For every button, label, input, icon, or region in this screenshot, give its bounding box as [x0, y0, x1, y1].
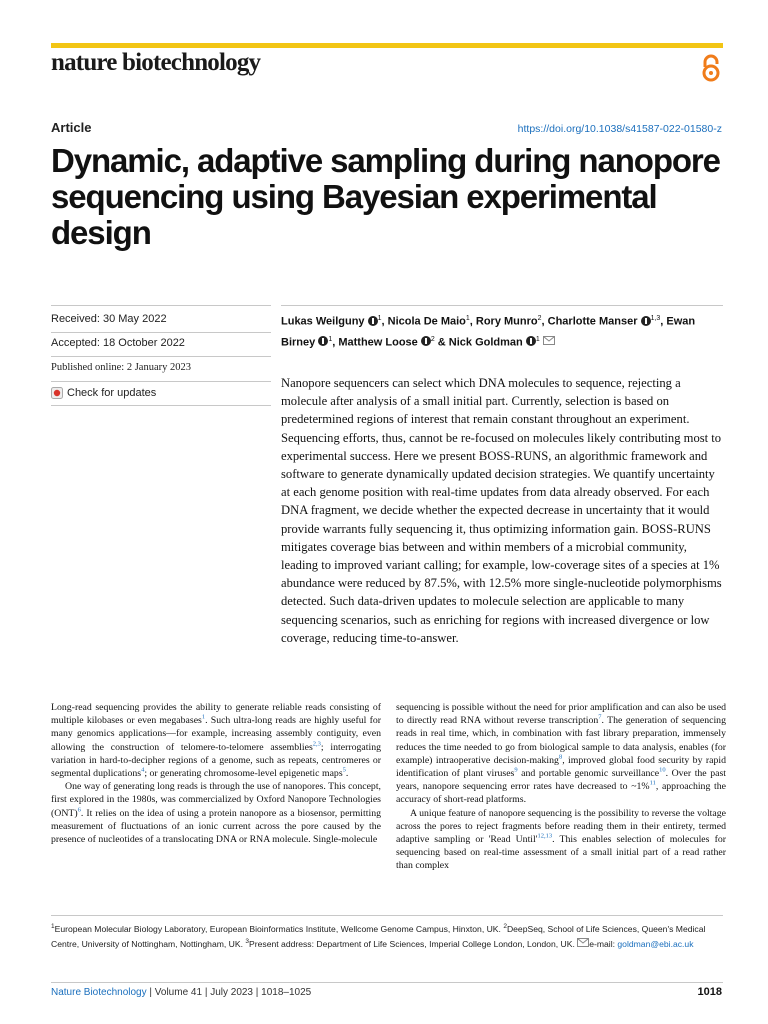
- author-name[interactable]: , Charlotte Manser: [541, 315, 638, 328]
- check-for-updates-label: Check for updates: [67, 387, 157, 399]
- author-list: Lukas Weilguny $^1$, Nicola De Maio$^1$, Rory Munro$^2$, Charlotte Manser $^{1,3}$, Ewan Birney $^1$, Matthew Loose $^2$ & Nick Goldman $^1$: [281, 315, 696, 349]
- body-paragraph: One way of generating long reads is through the use of nanopores. This concept, first explored in the 1980s, was commercialized by Oxford Nanopore Technologies (ONT)$^6$. It relies on the idea of using a protein nanopore as a biosensor, permitting measurement of fluctuations of an ionic current across the pore caused by the presence of nucleotides of a translocating DNA or RNA molecule. Single-molecule: [51, 781, 381, 846]
- body-paragraph: sequencing is possible without the need for prior amplification and can also be used to directly read RNA without reverse transcription$^7$. The generation of sequencing reads in real time, which, in combination with fast library preparation, immensely reduces the time needed to go from biological sample to data analysis, enables (for example) intraoperative decision-making$^8$, improved global food security by rapid identification of plant viruses$^9$ and portable genomic surveillance$^{10}$. Over the past years, nanopore sequencing error rates have decreased to ~1%$^{11}$, approaching the accuracy of short-read platforms.: [396, 702, 726, 806]
- footer-volume-info: | Volume 41 | July 2023 | 1018–1025: [146, 987, 312, 998]
- author-name[interactable]: & Nick Goldman: [434, 336, 523, 349]
- orcid-icon[interactable]: [641, 316, 651, 326]
- divider: [51, 915, 723, 916]
- accepted-date: Accepted: 18 October 2022: [51, 337, 185, 349]
- divider: [51, 405, 271, 406]
- author-name[interactable]: , Rory Munro: [469, 315, 538, 328]
- doi-link[interactable]: https://doi.org/10.1038/s41587-022-01580-z: [517, 123, 722, 135]
- published-date: Published online: 2 January 2023: [51, 362, 191, 373]
- check-for-updates-button[interactable]: [51, 387, 156, 399]
- footer-citation: [51, 987, 311, 998]
- orcid-icon[interactable]: [526, 336, 536, 346]
- body-column-left: [51, 701, 381, 846]
- journal-name: nature biotechnology: [51, 49, 261, 76]
- email-link[interactable]: goldman@ebi.ac.uk: [617, 939, 694, 949]
- body-paragraph: Long-read sequencing provides the ability to generate reliable reads consisting of multiple kilobases or even megabases$^1$. Such ultra-long reads are highly useful for many genomics applications—for example, increasing assembly contiguity, even allowing the construction of telomere-to-telomere assemblies$^{2,3}$; interrogating variation in hard-to-decipher regions of a genome, such as repeats, centromeres or segmental duplications$^4$; or generating chromosome-level epigenetic maps$^5$.: [51, 702, 381, 780]
- orcid-icon[interactable]: [421, 336, 431, 346]
- author-name[interactable]: Lukas Weilguny: [281, 315, 365, 328]
- body-paragraph: A unique feature of nanopore sequencing is the possibility to reverse the voltage across the pores to reject fragments before reading them in their entirety, termed adaptive sampling or 'Read $Until'^{12,13}$. This enables selection of molecules for sequencing based on real-time assessment of a small initial part of a read rather than complex: [396, 807, 726, 872]
- divider: [51, 982, 723, 983]
- email-label: e-mail:: [589, 939, 618, 949]
- divider: [281, 305, 723, 306]
- article-title: Dynamic, adaptive sampling during nanopore sequencing using Bayesian experimental design: [51, 142, 720, 251]
- page-number: 1018: [697, 986, 722, 998]
- divider: [51, 381, 271, 382]
- orcid-icon[interactable]: [318, 336, 328, 346]
- divider: [51, 356, 271, 357]
- received-date: Received: 30 May 2022: [51, 313, 167, 325]
- author-name[interactable]: , Matthew Loose: [332, 336, 418, 349]
- open-access-icon: [700, 54, 722, 84]
- body-column-right: [396, 701, 726, 873]
- divider: [51, 305, 271, 306]
- check-for-updates-icon: [51, 387, 63, 399]
- mail-icon[interactable]: [543, 336, 555, 345]
- header-accent-bar: [51, 43, 723, 48]
- abstract: Nanopore sequencers can select which DNA molecules to sequence, rejecting a molecule after analysis of a small initial part. Currently, selection is based on predetermined regions of interest that remain constant throughout an experiment. Sequencing efforts, thus, cannot be re-focused on molecules likely contributing most to experimental success. Here we present BOSS-RUNS, an algorithmic framework and software to generate dynamically updated decision strategies. We quantify uncertainty at each genome position with real-time updates from data already observed. For each DNA fragment, we decide whether the expected decrease in uncertainty that it would provide warrants fully sequencing it, thus optimizing information gain. BOSS-RUNS mitigates coverage bias between and within members of a microbial community, leading to improved variant calling; for example, low-coverage sites of a species at 1% abundance were reduced by 87.5%, with 12.5% more single-nucleotide polymorphisms detected. Such data-driven updates to molecule selection are applicable to many sequencing scenarios, such as enriching for regions with increased divergence or low coverage, reducing time-to-answer.: [281, 376, 722, 645]
- divider: [51, 332, 271, 333]
- affiliations-footnote: $^1$European Molecular Biology Laboratory, European Bioinformatics Institute, Wellcome Genome Campus, Hinxton, UK. $^2$DeepSeq, School of Life Sciences, Queen's Medical Centre, University of Nottingham, Nottingham, UK. $^3$Present address: Department of Life Sciences, Imperial College London, London, UK. e-mail: goldman@ebi.ac.uk: [51, 923, 706, 949]
- footer-journal-link[interactable]: Nature Biotechnology: [51, 987, 147, 998]
- author-name[interactable]: , Nicola De Maio: [381, 315, 466, 328]
- orcid-icon[interactable]: [368, 316, 378, 326]
- author-name[interactable]: , Ewan Birney: [281, 315, 696, 349]
- mail-icon: [577, 938, 589, 947]
- article-type-label: Article: [51, 120, 92, 135]
